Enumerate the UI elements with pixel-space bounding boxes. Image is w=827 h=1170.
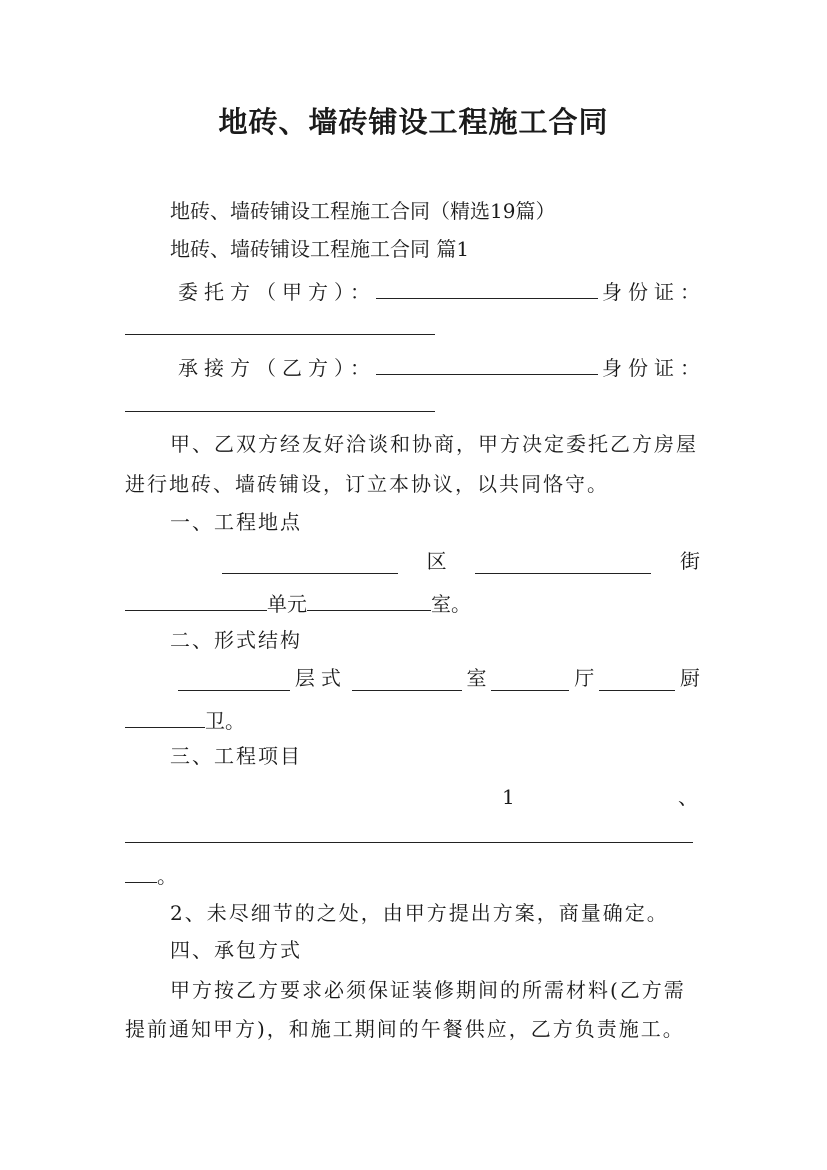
contractor-id-blank (125, 411, 435, 412)
client-id-blank (125, 334, 435, 335)
kitchen-label: 厨 (679, 666, 700, 690)
intro-line-1: 甲、乙双方经友好洽谈和协商，甲方决定委托乙方房屋 (170, 432, 698, 456)
client-id-label: 身份证： (602, 280, 706, 304)
bath-count-blank (125, 707, 205, 728)
district-blank (222, 553, 398, 574)
room-label: 室 (466, 666, 487, 690)
item1-end-mark: 。 (157, 864, 177, 888)
client-row (178, 278, 706, 305)
mode-line-2: 提前通知甲方)，和施工期间的午餐供应，乙方负责施工。 (125, 1017, 685, 1041)
structure-row-2 (125, 707, 245, 734)
contractor-id-label: 身份证： (602, 356, 706, 380)
section-location: 一、工程地点 (170, 510, 302, 534)
street-blank (475, 553, 651, 574)
location-row-2 (125, 590, 471, 617)
item1-blank-line (125, 842, 693, 843)
item1-end-row (125, 862, 177, 889)
subtitle: 地砖、墙砖铺设工程施工合同（精选19篇） (170, 199, 556, 223)
room-number-blank (307, 590, 431, 611)
section-structure: 二、形式结构 (170, 628, 302, 652)
street-number-blank (125, 590, 267, 611)
item1-mark: 、 (678, 785, 698, 809)
client-label: 委托方（甲方）： (178, 280, 376, 304)
item2-text: 2、未尽细节的之处，由甲方提出方案，商量确定。 (170, 901, 669, 925)
room-end-label: 室。 (431, 592, 471, 616)
hall-count-blank (491, 670, 569, 691)
section-project: 三、工程项目 (170, 744, 302, 768)
contractor-name-blank (376, 354, 598, 375)
intro-line-2: 进行地砖、墙砖铺设，订立本协议，以共同恪守。 (125, 472, 609, 496)
part-heading: 地砖、墙砖铺设工程施工合同 篇1 (170, 237, 470, 261)
hall-label: 厅 (574, 666, 595, 690)
contractor-row (178, 354, 706, 381)
room-count-blank (352, 670, 462, 691)
floor-style-label: 层式 (294, 666, 347, 690)
floor-blank (178, 670, 290, 691)
street-label: 街 (679, 549, 700, 573)
structure-row-1 (178, 665, 700, 691)
contractor-label: 承接方（乙方）： (178, 356, 376, 380)
district-label: 区 (426, 549, 447, 573)
mode-line-1: 甲方按乙方要求必须保证装修期间的所需材料(乙方需 (170, 978, 686, 1002)
document-title: 地砖、墙砖铺设工程施工合同 (218, 105, 609, 139)
section-contract-mode: 四、承包方式 (170, 938, 302, 962)
kitchen-count-blank (599, 670, 675, 691)
client-name-blank (376, 278, 598, 299)
item1-end-blank (125, 862, 157, 883)
location-row-1 (222, 548, 700, 574)
item1-number: 1 (502, 785, 515, 809)
bath-end-label: 卫。 (205, 709, 245, 733)
unit-label: 单元 (267, 592, 307, 616)
